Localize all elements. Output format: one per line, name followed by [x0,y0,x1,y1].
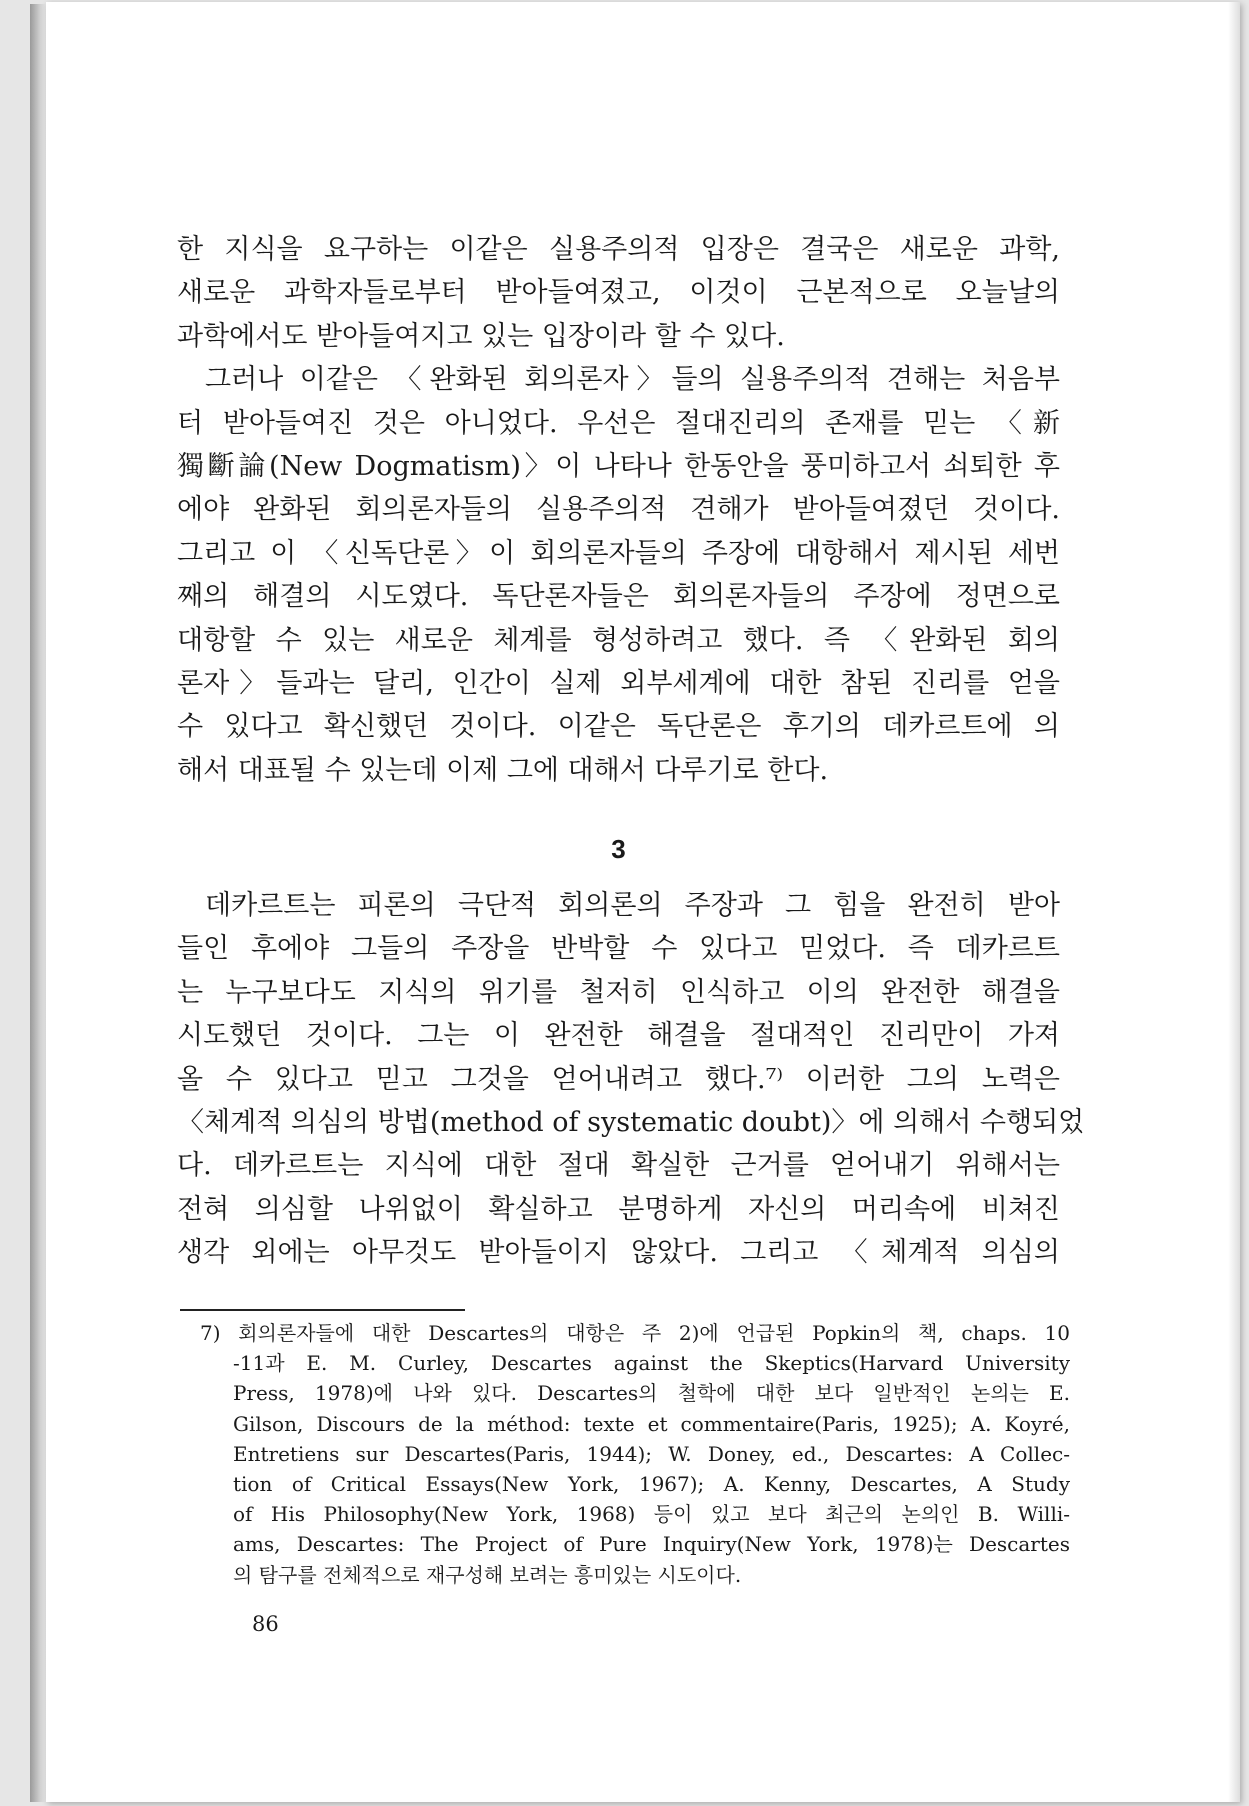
text-line: 는 누구보다도 지식의 위기를 철저히 인식하고 이의 완전한 해결을 [177,976,1060,1008]
section-number: 3 [611,834,626,865]
page-edge [1228,2,1240,1802]
footnote-line: 7) 회의론자들에 대한 Descartes의 대항은 주 2)에 언급된 Popkin의 책, chaps. 10 [200,1321,1070,1345]
text-line: 에야 완화된 회의론자들의 실용주의적 견해가 받아들여졌던 것이다. [177,494,1060,526]
text-line: 올 수 있다고 믿고 그것을 얻어내려고 했다.⁷⁾ 이러한 그의 노력은 [177,1063,1060,1095]
footnote-line: tion of Critical Essays(New York, 1967); A. Kenny, Descartes, A Study [233,1471,1070,1496]
text-line: 론자〉들과는 달리, 인간이 실제 외부세계에 대한 참된 진리를 얻을 [177,667,1060,699]
text-line: 생각 외에는 아무것도 받아들이지 않았다. 그리고 〈체계적 의심의 [177,1237,1060,1269]
text-line: 〈체계적 의심의 방법(method of systematic doubt)〉에 의해서 수행되었 [177,1107,1085,1139]
body-text [177,228,1085,1275]
footnote-line: -11과 E. M. Curley, Descartes against the Skeptics(Harvard University [233,1351,1070,1376]
text-line: 해서 대표될 수 있는데 이제 그에 대해서 다루기로 한다. [177,754,829,786]
footnote-line: 의 탐구를 전체적으로 재구성해 보려는 흥미있는 시도이다. [233,1562,742,1587]
text-line: 獨斷論(New Dogmatism)〉이 나타나 한동안을 풍미하고서 쇠퇴한 후 [177,450,1061,482]
footnote-line: Entretiens sur Descartes(Paris, 1944); W. Doney, ed., Descartes: A Collec- [233,1441,1070,1466]
text-line: 새로운 과학자들로부터 받아들여졌고, 이것이 근본적으로 오늘날의 [177,277,1060,309]
footnote-line: Press, 1978)에 나와 있다. Descartes의 철학에 대한 보다 일반적인 논의는 E. [233,1381,1070,1406]
text-line: 터 받아들여진 것은 아니었다. 우선은 절대진리의 존재를 믿는 〈新 [177,407,1060,439]
footnote-line: ams, Descartes: The Project of Pure Inquiry(New York, 1978)는 Descartes [233,1532,1070,1557]
footnote-divider [180,1309,465,1311]
text-line: 째의 해결의 시도였다. 독단론자들은 회의론자들의 주장에 정면으로 [177,581,1060,613]
text-line: 다. 데카르트는 지식에 대한 절대 확실한 근거를 얻어내기 위해서는 [177,1150,1060,1182]
page-number: 86 [252,1612,279,1636]
text-line: 그러나 이같은 〈완화된 회의론자〉들의 실용주의적 견해는 처음부 [205,364,1060,396]
footnote [200,1318,1070,1590]
text-line: 시도했던 것이다. 그는 이 완전한 해결을 절대적인 진리만이 가져 [177,1020,1060,1052]
text-line: 그리고 이 〈신독단론〉이 회의론자들의 주장에 대항해서 제시된 세번 [177,537,1060,569]
text-line: 데카르트는 피론의 극단적 회의론의 주장과 그 힘을 완전히 받아 [205,890,1060,922]
text-line: 한 지식을 요구하는 이같은 실용주의적 입장은 결국은 새로운 과학, [177,234,1060,265]
text-line: 대항할 수 있는 새로운 체계를 형성하려고 했다. 즉 〈완화된 회의 [177,624,1060,656]
footnote-line: of His Philosophy(New York, 1968) 등이 있고 보다 최근의 논의인 B. Willi- [233,1502,1070,1527]
text-line: 수 있다고 확신했던 것이다. 이같은 독단론은 후기의 데카르트에 의 [177,711,1060,743]
text-line: 과학에서도 받아들여지고 있는 입장이라 할 수 있다. [177,320,785,352]
section-gap [177,792,1060,808]
text-line: 전혀 의심할 나위없이 확실하고 분명하게 자신의 머리속에 비쳐진 [177,1193,1060,1225]
text-line: 들인 후에야 그들의 주장을 반박할 수 있다고 믿었다. 즉 데카르트 [177,933,1060,965]
footnote-line: Gilson, Discours de la méthod: texte et commentaire(Paris, 1925); A. Koyré, [233,1411,1070,1436]
